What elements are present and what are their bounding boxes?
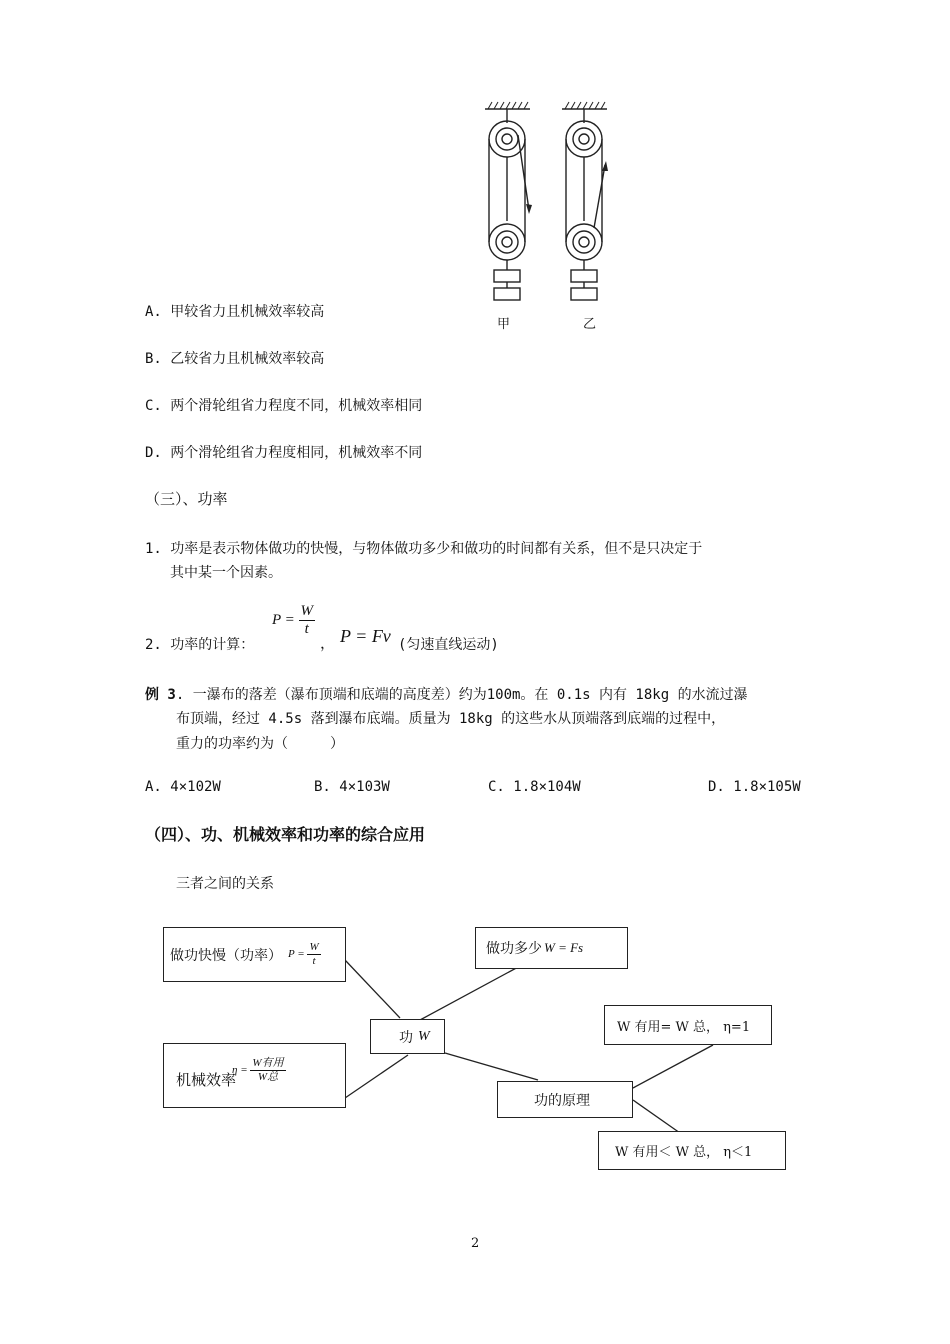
box-center-W: W	[418, 1028, 430, 1044]
section4-subtitle: 三者之间的关系	[176, 876, 274, 892]
box-efficiency-eta: η =	[232, 1064, 248, 1077]
box-principle-label: 功的原理	[534, 1092, 590, 1109]
box-efficiency-formula	[232, 1058, 286, 1083]
power-formula-fv: P = Fv	[340, 626, 391, 646]
option-d: D. 两个滑轮组省力程度相同，机械效率不同	[145, 445, 423, 461]
box-real-label: W 有用＜ W 总， η＜1	[615, 1145, 753, 1160]
box-work-label: 做功多少	[486, 941, 542, 957]
power-formula-denominator: t	[304, 621, 309, 637]
box-efficiency	[163, 1043, 346, 1108]
section3-item2-prefix: 2. 功率的计算：	[145, 637, 255, 653]
option-c: C. 两个滑轮组省力程度不同，机械效率相同	[145, 398, 423, 414]
box-power-label: 做功快慢（功率）	[170, 947, 282, 964]
section3-title: （三）、功率	[145, 490, 228, 508]
power-formula-numerator: W	[300, 603, 314, 619]
box-ideal-label: W 有用= W 总， η=1	[617, 1019, 751, 1035]
formula-separator: ，	[320, 634, 336, 652]
box-real	[598, 1131, 786, 1170]
example3-label: 例 3	[145, 687, 176, 703]
power-formula-P: P =	[272, 611, 295, 628]
example3-option-a: A. 4×102W	[145, 779, 221, 795]
example3-option-b: B. 4×103W	[314, 779, 390, 795]
option-b: B. 乙较省力且机械效率较高	[145, 351, 325, 367]
box-efficiency-den: W总	[257, 1071, 279, 1083]
figure-label-yi: 乙	[583, 317, 597, 332]
uniform-motion-note: (匀速直线运动)	[398, 637, 499, 653]
box-power-P: P =	[288, 948, 305, 961]
box-power-W: W	[309, 941, 319, 953]
section3-item1-line1: 1. 功率是表示物体做功的快慢，与物体做功多少和做功的时间都有关系，但不是只决定于	[145, 541, 703, 557]
page-number: 2	[471, 1236, 480, 1251]
box-center-label: 功	[399, 1029, 413, 1046]
box-work-center	[370, 1019, 445, 1054]
box-work-amount	[475, 927, 628, 969]
box-ideal	[604, 1005, 772, 1045]
section3-item1-line2: 其中某一个因素。	[170, 565, 282, 581]
option-a: A. 甲较省力且机械效率较高	[145, 304, 325, 320]
box-efficiency-num: W有用	[252, 1057, 284, 1069]
section4-title: （四）、功、机械效率和功率的综合应用	[145, 825, 426, 844]
example3-option-c: C. 1.8×104W	[488, 779, 581, 795]
example3-line2: 布顶端，经过 4.5s 落到瀑布底端。质量为 18kg 的这些水从顶端落到底端的过程中，	[176, 711, 726, 727]
example3-text-line1: . 一瀑布的落差（瀑布顶端和底端的高度差）约为100m。在 0.1s 内有 18kg 的水流过瀑	[175, 687, 748, 703]
box-work-formula: W = Fs	[544, 940, 584, 955]
example3-line3: 重力的功率约为（ ）	[176, 736, 344, 752]
box-power-formula	[288, 942, 321, 967]
box-efficiency-label: 机械效率	[176, 1071, 237, 1089]
example3-option-d: D. 1.8×105W	[708, 779, 801, 795]
box-power	[163, 927, 346, 982]
box-principle	[497, 1081, 633, 1118]
box-power-t: t	[312, 955, 316, 967]
figure-label-jia: 甲	[497, 317, 511, 332]
